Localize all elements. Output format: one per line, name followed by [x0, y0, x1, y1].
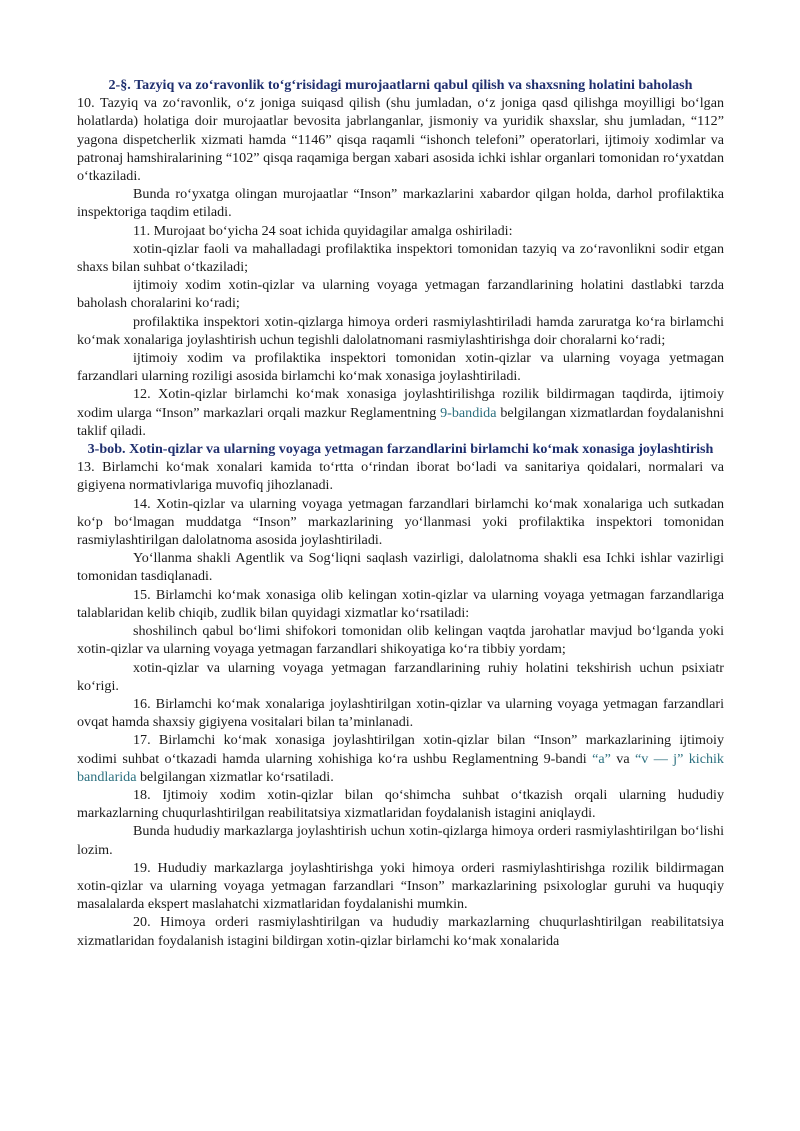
reference-link-a[interactable]: “a” [592, 750, 611, 767]
paragraph-11-item-b: ijtimoiy xodim xotin-qizlar va ularning voyaga yetmagan farzandlarining holatini dastlabki tarzda baholash choralarini ko‘radi; [77, 277, 724, 312]
paragraph-12-text-after: belgilangan xizmatlardan foydalanishni taklif qiladi. [77, 404, 725, 439]
paragraph-15-item-a: shoshilinch qabul bo‘limi shifokori tomonidan olib kelingan vaqtda jarohatlar mavjud bo‘lganda yoki xotin-qizlar va ularning voyaga yetmagan farzandlari shikoyatiga ko‘ra tibbiy yordam; [77, 623, 724, 658]
paragraph-17 [77, 731, 724, 786]
paragraph-11-item-d: ijtimoiy xodim va profilaktika inspektori tomonidan xotin-qizlar va ularning voyaga yetmagan farzandlari ularning roziligi asosida birlamchi ko‘mak xonasiga joylashtiriladi. [77, 350, 724, 385]
paragraph-14-continuation: Yo‘llanma shakli Agentlik va Sog‘liqni saqlash vazirligi, dalolatnoma shakli esa Ichki ishlar vazirligi tomonidan tasdiqlanadi. [77, 550, 724, 585]
chapter-title: 3-bob. Xotin-qizlar va ularning voyaga yetmagan farzandlarini birlamchi ko‘mak xonasiga joylashtirish [87, 441, 714, 458]
paragraph-11: 11. Murojaat bo‘yicha 24 soat ichida quyidagilar amalga oshiriladi: [133, 222, 513, 239]
section-title: 2-§. Tazyiq va zo‘ravonlik to‘g‘risidagi murojaatlarni qabul qilish va shaxsning holatini baholash [108, 77, 693, 93]
paragraph-17-text-after: belgilangan xizmatlar ko‘rsatiladi. [136, 768, 334, 785]
paragraph-17-text-mid: va [610, 750, 635, 767]
paragraph-10: 10. Tazyiq va zo‘ravonlik, o‘z joniga suiqasd qilish (shu jumladan, o‘z joniga qasd qilishga moyilligi bo‘lgan holatlarda) holatiga doir murojaatlar bevosita jabrlanganlar, jismoniy va yuridik shaxslar, shu jumladan, “112” yagona dispetcherlik xizmati hamda “1146” qisqa raqamli “ishonch telefoni” operatorlari, ijtimoiy xodimlar va patronaj hamshiralarining “102” qisqa raqamiga bergan xabari asosida ichki ishlar organlari tomonidan ro‘yxatdan o‘tkaziladi. [77, 95, 724, 185]
paragraph-20: 20. Himoya orderi rasmiylashtirilgan va hududiy markazlarning chuqurlashtirilgan reabilitatsiya xizmatlaridan foydalanish istagini bildirgan xotin-qizlar birlamchi ko‘mak xonalarida [77, 914, 724, 949]
paragraph-10-continuation: Bunda ro‘yxatga olingan murojaatlar “Inson” markazlarini xabardor qilgan holda, darhol profilaktika inspektoriga taqdim etiladi. [77, 186, 724, 221]
paragraph-18-continuation: Bunda hududiy markazlarga joylashtirish uchun xotin-qizlarga himoya orderi rasmiylashtirilgan bo‘lishi lozim. [77, 823, 724, 858]
paragraph-14: 14. Xotin-qizlar va ularning voyaga yetmagan farzandlari birlamchi ko‘mak xonalariga uch sutkadan ko‘p bo‘lmagan muddatga “Inson” markazlarining yo‘llanmasi yoki profilaktika inspektori tomonidan rasmiylashtirilgan dalolatnoma asosida joylashtiriladi. [77, 495, 724, 549]
paragraph-12 [77, 385, 724, 440]
paragraph-15: 15. Birlamchi ko‘mak xonasiga olib kelingan xotin-qizlar va ularning voyaga yetmagan farzandlariga talablaridan kelib chiqib, zudlik bilan quyidagi xizmatlar ko‘rsatiladi: [77, 586, 724, 621]
paragraph-11-item-c: profilaktika inspektori xotin-qizlarga himoya orderi rasmiylashtiriladi hamda zaruratga ko‘ra birlamchi ko‘mak xonalariga joylashtirish uchun tegishli dalolatnomani rasmiylashtirishga doir choralarni ko‘radi; [77, 313, 724, 348]
paragraph-11-item-a: xotin-qizlar faoli va mahalladagi profilaktika inspektori tomonidan tazyiq va zo‘ravonlikni sodir etgan shaxs bilan suhbat o‘tkaziladi; [77, 240, 724, 276]
paragraph-19: 19. Hududiy markazlarga joylashtirishga yoki himoya orderi rasmiylashtirishga rozilik bildirmagan xotin-qizlar va ularning voyaga yetmagan farzandlari “Inson” markazlarining psixologlar guruhi va huquqiy masalalarda ekspert maslahatchi xizmatlaridan foydalanishi mumkin. [77, 859, 724, 913]
paragraph-18: 18. Ijtimoiy xodim xotin-qizlar bilan qo‘shimcha suhbat o‘tkazish orqali ularning hududiy markazlarning chuqurlashtirilgan reabilitatsiya xizmatlaridan foydalanish istagini aniqlaydi. [77, 786, 724, 822]
paragraph-17-text-before: 17. Birlamchi ko‘mak xonasiga joylashtirilgan xotin-qizlar bilan “Inson” markazlarining ijtimoiy xodimi suhbat o‘tkazadi hamda ularning xohishiga ko‘ra ushbu Reglamentning 9-bandi [77, 732, 724, 767]
paragraph-12-text-before: 12. Xotin-qizlar birlamchi ko‘mak xonasiga joylashtirilishga rozilik bildirmagan taqdirda, ijtimoiy xodim ularga “Inson” markazlari orqali mazkur Reglamentning [77, 386, 724, 421]
paragraph-13: 13. Birlamchi ko‘mak xonalari kamida to‘rtta o‘rindan iborat bo‘ladi va sanitariya qoidalari, normalari va gigiyena normativlariga muvofiq jihozlanadi. [77, 459, 724, 494]
paragraph-15-item-b: xotin-qizlar va ularning voyaga yetmagan farzandlarining ruhiy holatini tekshirish uchun psixiatr ko‘rigi. [77, 659, 724, 694]
paragraph-16: 16. Birlamchi ko‘mak xonalariga joylashtirilgan xotin-qizlar va ularning voyaga yetmagan farzandlari ovqat hamda shaxsiy gigiyena vositalari bilan ta’minlanadi. [77, 695, 724, 731]
reference-link-v-j[interactable]: “v — j” kichik bandlarida [77, 750, 724, 785]
reference-link-9-bandida[interactable]: 9-bandida [440, 404, 497, 421]
